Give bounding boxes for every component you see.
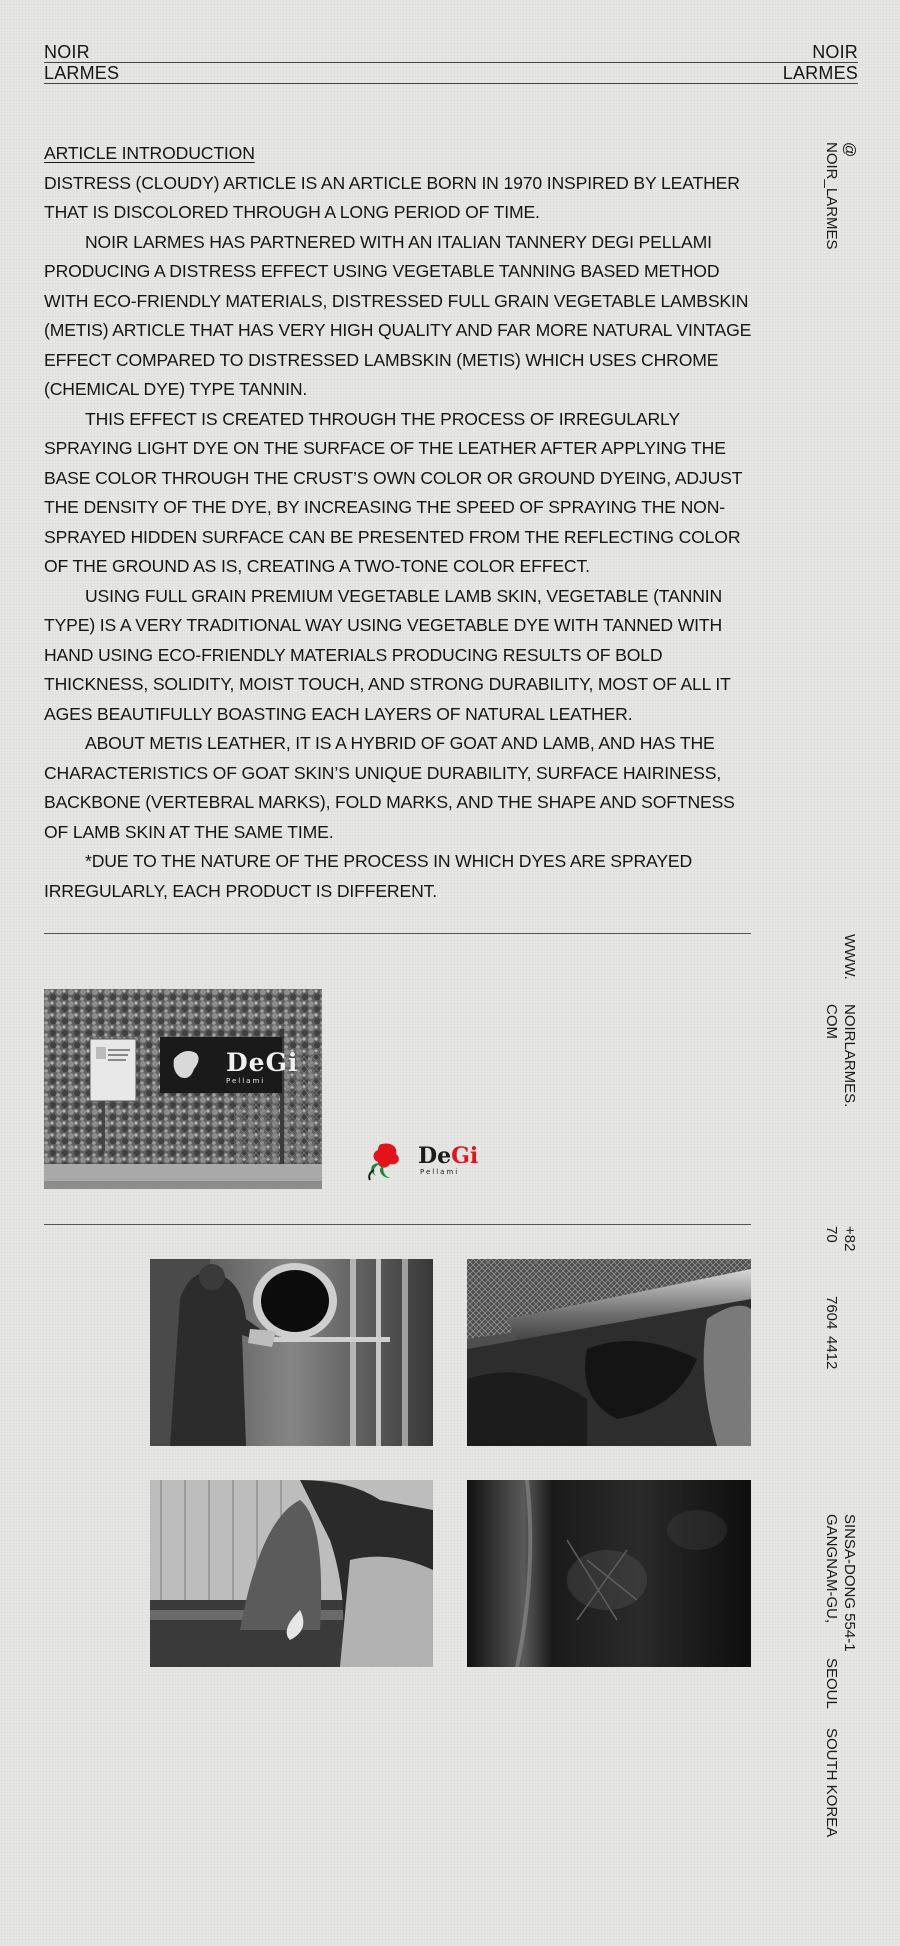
address-country: SOUTH KOREA <box>823 1728 840 1838</box>
degi-leaf-icon <box>366 1140 410 1182</box>
address-street: SINSA-DONG 554-1 <box>841 1514 858 1652</box>
brand-right-word2[interactable]: LARMES <box>782 63 858 83</box>
phone-number-part1[interactable]: 7604 <box>823 1296 840 1330</box>
article-paragraph-4: USING FULL GRAIN PREMIUM VEGETABLE LAMB SKIN, VEGETABLE (TANNIN TYPE) IS A VERY TRADITIONAL WAY USING VEGETABLE DYE WITH TANNED WITH HAND USING ECO-FRIENDLY MATERIALS PRODUCING RESULTS OF BOLD THICKNESS, SOLIDITY, MOIST TOUCH, AND STRONG DURABILITY, MOST OF ALL IT AGES BEAUTIFULLY BOASTING EACH LAYERS OF NATURAL LEATHER. <box>44 585 731 724</box>
article-title: ARTICLE INTRODUCTION <box>44 143 255 163</box>
tanning-drum-photo <box>150 1259 433 1446</box>
article-paragraph-6: *DUE TO THE NATURE OF THE PROCESS IN WHICH DYES ARE SPRAYED IRREGULARLY, EACH PRODUCT IS DIFFERENT. <box>44 851 693 901</box>
website-domain[interactable]: NOIRLARMES. <box>841 1004 858 1108</box>
worker-hanging-leather-photo <box>150 1480 433 1667</box>
leather-roller-photo <box>467 1259 751 1446</box>
brand-right-word1[interactable]: NOIR <box>812 42 858 62</box>
instagram-handle-link[interactable]: NOIR_LARMES <box>823 142 840 250</box>
article-paragraph-3: THIS EFFECT IS CREATED THROUGH THE PROCESS OF IRREGULARLY SPRAYING LIGHT DYE ON THE SURFACE OF THE LEATHER AFTER APPLYING THE BASE COLOR THROUGH THE CRUST’S OWN COLOR OR GROUND DYEING, ADJUST THE DENSITY OF THE DYE, BY INCREASING THE SPEED OF SPRAYING THE NON-SPRAYED HIDDEN SURFACE CAN BE PRESENTED FROM THE REFLECTING COLOR OF THE GROUND AS IS, CREATING A TWO-TONE COLOR EFFECT. <box>44 408 742 576</box>
article-paragraph-2: NOIR LARMES HAS PARTNERED WITH AN ITALIAN TANNERY DEGI PELLAMI PRODUCING A DISTRESS EFFECT USING VEGETABLE TANNING BASED METHOD WITH ECO-FRIENDLY MATERIALS, DISTRESSED FULL GRAIN VEGETABLE LAMBSKIN (METIS) ARTICLE THAT HAS VERY HIGH QUALITY AND FAR MORE NATURAL VINTAGE EFFECT COMPARED TO DISTRESSED LAMBSKIN (METIS) WHICH USES CHROME (CHEMICAL DYE) TYPE TANNIN. <box>44 231 752 399</box>
website-prefix[interactable]: WWW. <box>841 934 858 980</box>
brand-left-word2[interactable]: LARMES <box>44 63 120 83</box>
article-introduction <box>44 139 760 906</box>
section-divider-2 <box>44 1224 751 1225</box>
header-divider-top <box>44 62 858 63</box>
phone-number-part2[interactable]: 4412 <box>823 1336 840 1370</box>
sign-brand-text: DeGi <box>226 1048 299 1077</box>
brand-left-word1[interactable]: NOIR <box>44 42 90 62</box>
phone-area-code[interactable]: 70 <box>823 1226 840 1243</box>
website-tld[interactable]: COM <box>823 1004 840 1039</box>
phone-country-code[interactable]: +82 <box>841 1226 858 1252</box>
logo-brand-text <box>418 1145 478 1167</box>
sign-brand-subtext: Pellami <box>226 1077 266 1085</box>
degi-pellami-logo <box>366 1140 479 1182</box>
article-paragraph-1: DISTRESS (CLOUDY) ARTICLE IS AN ARTICLE BORN IN 1970 INSPIRED BY LEATHER THAT IS DISCOLORED THROUGH A LONG PERIOD OF TIME. <box>44 172 740 222</box>
section-divider-1 <box>44 933 751 934</box>
instagram-symbol: @ <box>841 142 858 158</box>
tannery-sign-photo <box>44 989 322 1189</box>
logo-brand-word: DeGi <box>418 1143 479 1169</box>
address-district: GANGNAM-GU, <box>823 1514 840 1624</box>
site-header <box>44 42 858 84</box>
distressed-leather-closeup-photo <box>467 1480 751 1667</box>
address-city: SEOUL <box>823 1658 840 1709</box>
header-divider-bottom <box>44 83 858 84</box>
article-paragraph-5: ABOUT METIS LEATHER, IT IS A HYBRID OF GOAT AND LAMB, AND HAS THE CHARACTERISTICS OF GOAT SKIN’S UNIQUE DURABILITY, SURFACE HAIRINESS, BACKBONE (VERTEBRAL MARKS), FOLD MARKS, AND THE SHAPE AND SOFTNESS OF LAMB SKIN AT THE SAME TIME. <box>44 733 735 842</box>
logo-brand-subtext: Pellami <box>420 1168 460 1176</box>
